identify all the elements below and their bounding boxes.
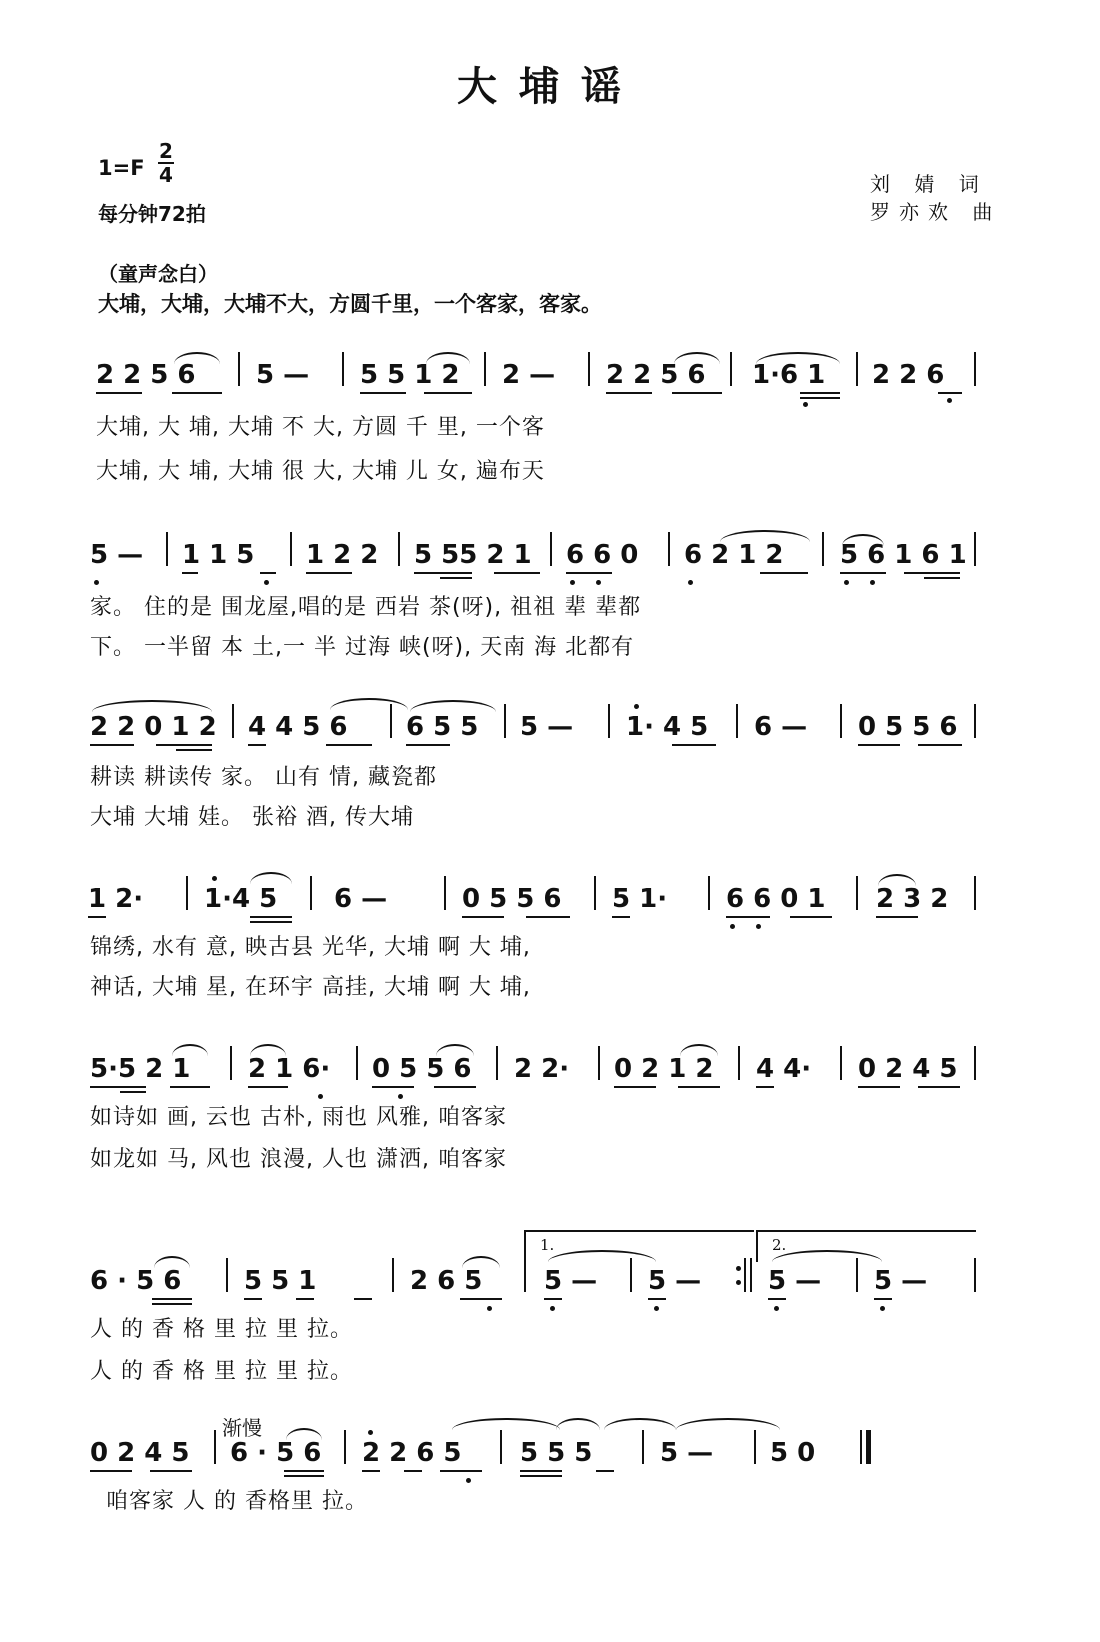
measure: 6 5 5 [406, 712, 479, 742]
measure: 1 2· [88, 884, 144, 914]
underline [790, 916, 832, 918]
underline [244, 1298, 262, 1300]
measure: 4 4· [756, 1054, 812, 1084]
measure: 0 2 4 5 [858, 1054, 958, 1084]
barline [598, 1046, 600, 1080]
low-octave-dot [947, 398, 952, 403]
measure: 4 4 5 6 [248, 712, 348, 742]
barline [392, 1258, 394, 1292]
slur [92, 700, 212, 712]
underline [840, 572, 886, 574]
measure: 6 · 5 6 [90, 1266, 182, 1296]
underline [918, 744, 962, 746]
barline [840, 704, 842, 738]
underline [566, 572, 612, 574]
barline [974, 352, 976, 386]
low-octave-dot [550, 1306, 555, 1311]
low-octave-dot [774, 1306, 779, 1311]
underline [858, 1086, 900, 1088]
low-octave-dot [654, 1306, 659, 1311]
underline [800, 397, 840, 399]
lyrics-verse-2: 大埔 大埔 娃。 张裕 酒, 传大埔 [90, 805, 414, 830]
underline [354, 1298, 372, 1300]
barline [342, 352, 344, 386]
underline [800, 392, 840, 394]
underline [424, 392, 472, 394]
measure: 5 — [544, 1266, 598, 1296]
page-title: 大埔谣 [457, 64, 643, 110]
barline [608, 704, 610, 738]
low-octave-dot [570, 580, 575, 585]
underline [120, 1091, 146, 1093]
barline [550, 532, 552, 566]
low-octave-dot [844, 580, 849, 585]
final-barline-thick [866, 1430, 871, 1464]
measure: 5 — [520, 712, 574, 742]
measure: 1·6 1 [752, 360, 826, 390]
underline [876, 916, 918, 918]
barline [496, 1046, 498, 1080]
measure: 0 5 5 6 [462, 884, 562, 914]
lyrics-verse-2: 下。 一半留 本 土,一 半 过海 峡(呀), 天南 海 北都有 [90, 635, 635, 660]
high-octave-dot [368, 1430, 373, 1435]
underline [494, 572, 540, 574]
lyrics-verse-1: 如诗如 画, 云也 古朴, 雨也 风雅, 咱客家 [90, 1105, 507, 1130]
measure: 2 3 2 [876, 884, 949, 914]
lyrics-verse-1: 咱客家 人 的 香格里 拉。 [106, 1489, 368, 1514]
underline [612, 916, 630, 918]
slur [452, 1418, 560, 1430]
slur [462, 1256, 500, 1268]
underline [406, 744, 450, 746]
slur [154, 1256, 190, 1268]
barline [856, 876, 858, 910]
underline [326, 744, 372, 746]
underline [520, 1475, 562, 1477]
repeat-dot [736, 1266, 741, 1271]
tempo: 每分钟72拍 [98, 202, 206, 226]
intro-label: （童声念白） [98, 262, 218, 286]
barline [730, 352, 732, 386]
low-octave-dot [264, 580, 269, 585]
underline [434, 1086, 476, 1088]
slur [330, 698, 408, 710]
time-signature-bottom: 4 [159, 163, 173, 187]
measure: 2 2 5 6 [96, 360, 196, 390]
slur [676, 1418, 780, 1430]
slur [842, 534, 884, 546]
underline [756, 1086, 774, 1088]
barline [226, 1258, 228, 1292]
measure: 1 2 2 [306, 540, 379, 570]
underline [152, 1303, 192, 1305]
lyricist-credit: 刘 婧 词 [870, 172, 988, 196]
barline [630, 1258, 632, 1292]
measure: 2 2· [514, 1054, 570, 1084]
slur [720, 530, 810, 542]
underline [306, 572, 352, 574]
underline [672, 392, 722, 394]
slur [426, 352, 470, 364]
barline [822, 532, 824, 566]
barline [840, 1046, 842, 1080]
repeat-dot [736, 1280, 741, 1285]
measure: 0 2 4 5 [90, 1438, 190, 1468]
measure: 5 5 5 [520, 1438, 593, 1468]
underline [156, 744, 212, 746]
measure: 2 2 5 6 [606, 360, 706, 390]
barline [166, 532, 168, 566]
underline [614, 1086, 656, 1088]
underline [150, 1470, 192, 1472]
slur [556, 1418, 600, 1430]
underline [520, 1470, 562, 1472]
underline [904, 572, 960, 574]
measure: 0 2 1 2 [614, 1054, 714, 1084]
underline [360, 392, 406, 394]
final-barline-thin [860, 1430, 862, 1464]
low-octave-dot [756, 924, 761, 929]
barline [738, 1046, 740, 1080]
underline [404, 1470, 422, 1472]
intro-text: 大埔，大埔，大埔不大，方圆千里，一个客家，客家。 [98, 292, 602, 316]
low-octave-dot [94, 580, 99, 585]
underline [606, 392, 652, 394]
measure: 5 — [768, 1266, 822, 1296]
slur [674, 352, 720, 364]
barline [754, 1430, 756, 1464]
slur [410, 700, 496, 712]
underline [284, 1470, 324, 1472]
barline [856, 1258, 858, 1292]
low-octave-dot [487, 1306, 492, 1311]
underline [88, 916, 106, 918]
measure: 5 — [874, 1266, 928, 1296]
measure: 6 6 0 1 [726, 884, 826, 914]
measure: 0 5 5 6 [372, 1054, 472, 1084]
underline [372, 1086, 414, 1088]
measure: 6 · 5 6 [230, 1438, 322, 1468]
underline [440, 577, 472, 579]
underline [678, 1086, 720, 1088]
barline [974, 704, 976, 738]
slur [756, 352, 840, 364]
measure: 2 6 5 [410, 1266, 483, 1296]
lyrics-verse-2: 如龙如 马, 风也 浪漫, 人也 潇洒, 咱客家 [90, 1147, 507, 1172]
measure: 2 — [502, 360, 556, 390]
measure: 2 2 6 [872, 360, 945, 390]
underline [440, 1470, 482, 1472]
underline [152, 1298, 192, 1300]
slur [680, 1044, 718, 1056]
underline [96, 392, 142, 394]
lyrics-verse-1: 锦绣, 水有 意, 映古县 光华, 大埔 啊 大 埔, [90, 935, 531, 960]
measure: 1· 4 5 [626, 712, 709, 742]
underline [918, 1086, 960, 1088]
underline [284, 1475, 324, 1477]
lyrics-verse-2: 人 的 香 格 里 拉 里 拉。 [90, 1359, 353, 1384]
volta-label-1: 1. [540, 1236, 555, 1254]
barline [232, 704, 234, 738]
measure: 5 1· [612, 884, 668, 914]
measure: 6 — [334, 884, 388, 914]
low-octave-dot [596, 580, 601, 585]
slur [250, 1044, 286, 1056]
slur [286, 1428, 322, 1440]
barline [310, 876, 312, 910]
lyrics-verse-1: 家。 住的是 围龙屋,唱的是 西岩 茶(呀), 祖祖 辈 辈都 [90, 595, 642, 620]
underline [362, 1470, 380, 1472]
measure: 5 0 [770, 1438, 816, 1468]
low-octave-dot [803, 402, 808, 407]
underline [874, 1298, 892, 1300]
underline [938, 392, 962, 394]
low-octave-dot [688, 580, 693, 585]
barline [974, 1046, 976, 1080]
volta-label-2: 2. [772, 1236, 787, 1254]
barline [344, 1430, 346, 1464]
barline [186, 876, 188, 910]
underline [296, 1298, 314, 1300]
underline [250, 921, 292, 923]
measure: 5 6 1 6 1 [840, 540, 967, 570]
measure: 6 2 1 2 [684, 540, 784, 570]
measure: 5 — [660, 1438, 714, 1468]
high-octave-dot [634, 704, 639, 709]
barline [214, 1430, 216, 1464]
measure: 2 1 6· [248, 1054, 331, 1084]
measure: 6 — [754, 712, 808, 742]
repeat-barline [744, 1258, 746, 1292]
composer-credit: 罗亦欢 曲 [870, 200, 1002, 224]
underline [672, 744, 716, 746]
underline [924, 577, 960, 579]
underline [526, 916, 570, 918]
underline [726, 916, 770, 918]
measure: 0 5 5 6 [858, 712, 958, 742]
underline [596, 1470, 614, 1472]
time-signature-top: 2 [159, 139, 173, 163]
low-octave-dot [318, 1094, 323, 1099]
underline [648, 1298, 666, 1300]
underline [250, 916, 292, 918]
barline [238, 352, 240, 386]
underline [176, 749, 212, 751]
underline [182, 572, 198, 574]
underline [90, 1086, 146, 1088]
slur [436, 1044, 474, 1056]
barline [484, 352, 486, 386]
underline [768, 1298, 786, 1300]
barline [230, 1046, 232, 1080]
barline [594, 876, 596, 910]
measure: 5 55 2 1 [414, 540, 532, 570]
measure: 5 — [256, 360, 310, 390]
lyrics-verse-2: 大埔, 大 埔, 大埔 很 大, 大埔 儿 女, 遍布天 [96, 459, 545, 484]
low-octave-dot [880, 1306, 885, 1311]
underline [170, 1086, 210, 1088]
barline [668, 532, 670, 566]
lyrics-verse-1: 大埔, 大 埔, 大埔 不 大, 方圆 千 里, 一个客 [96, 415, 545, 440]
slur [604, 1418, 676, 1430]
low-octave-dot [730, 924, 735, 929]
measure: 1 1 5 [182, 540, 255, 570]
underline [760, 572, 808, 574]
underline [248, 744, 266, 746]
barline [500, 1430, 502, 1464]
barline [588, 352, 590, 386]
underline [544, 1298, 562, 1300]
time-signature [158, 140, 174, 186]
slur [878, 874, 916, 886]
barline [504, 704, 506, 738]
key-signature: 1=F [98, 156, 145, 180]
low-octave-dot [466, 1478, 471, 1483]
underline [260, 572, 276, 574]
measure: 6 6 0 [566, 540, 639, 570]
measure: 1·4 5 [204, 884, 278, 914]
high-octave-dot [212, 876, 217, 881]
measure: 5 — [90, 540, 144, 570]
barline [974, 876, 976, 910]
low-octave-dot [398, 1094, 403, 1099]
measure: 2 2 6 5 [362, 1438, 462, 1468]
tempo-marking: 渐慢 [222, 1416, 262, 1440]
measure: 5 — [648, 1266, 702, 1296]
underline [90, 1470, 132, 1472]
barline [974, 532, 976, 566]
barline [736, 704, 738, 738]
underline [462, 916, 504, 918]
low-octave-dot [870, 580, 875, 585]
barline [356, 1046, 358, 1080]
slur [250, 872, 292, 884]
underline [248, 1086, 288, 1088]
underline [858, 744, 900, 746]
barline [856, 352, 858, 386]
lyrics-verse-1: 人 的 香 格 里 拉 里 拉。 [90, 1317, 353, 1342]
lyrics-verse-2: 神话, 大埔 星, 在环宇 高挂, 大埔 啊 大 埔, [90, 975, 531, 1000]
underline [90, 744, 134, 746]
slur [172, 1044, 208, 1056]
barline [290, 532, 292, 566]
underline [460, 1298, 502, 1300]
slur [174, 352, 220, 364]
measure: 2 2 0 1 2 [90, 712, 217, 742]
barline [974, 1258, 976, 1292]
repeat-barline [750, 1258, 752, 1292]
barline [398, 532, 400, 566]
measure: 5·5 2 1 [90, 1054, 191, 1084]
underline [414, 572, 472, 574]
barline [524, 1258, 526, 1292]
barline [642, 1430, 644, 1464]
underline [172, 392, 222, 394]
barline [444, 876, 446, 910]
measure: 5 5 1 [244, 1266, 317, 1296]
measure: 5 5 1 2 [360, 360, 460, 390]
lyrics-verse-1: 耕读 耕读传 家。 山有 情, 藏瓷都 [90, 765, 437, 790]
barline [708, 876, 710, 910]
